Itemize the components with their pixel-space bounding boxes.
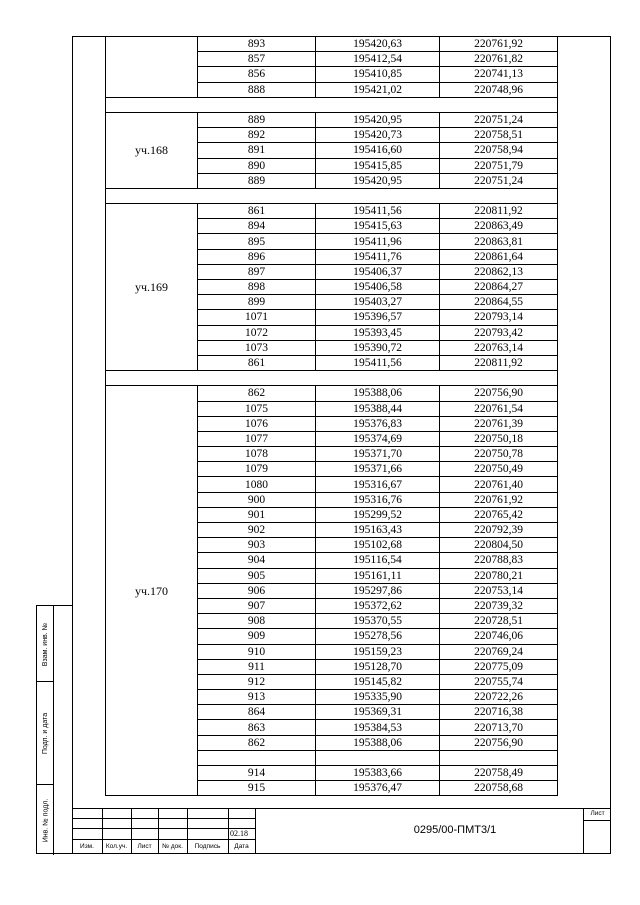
coord-x: 195393,45 <box>316 325 440 340</box>
point-number: 1079 <box>198 462 316 477</box>
separator-row <box>106 371 558 386</box>
point-number: 891 <box>198 143 316 158</box>
col-ndoc: № док. <box>162 843 183 850</box>
coord-y: 220863,81 <box>440 234 558 249</box>
coord-y: 220761,92 <box>440 37 558 52</box>
coord-x: 195390,72 <box>316 340 440 355</box>
title-block <box>72 808 611 854</box>
point-number: 903 <box>198 538 316 553</box>
coord-y: 220793,42 <box>440 325 558 340</box>
coord-x: 195406,58 <box>316 280 440 295</box>
coord-y: 220722,26 <box>440 690 558 705</box>
coord-y: 220716,38 <box>440 705 558 720</box>
point-number <box>198 750 316 765</box>
point-number: 896 <box>198 249 316 264</box>
coord-x: 195159,23 <box>316 644 440 659</box>
col-podpis: Подпись <box>194 843 221 850</box>
separator-cell <box>106 371 558 386</box>
separator-cell <box>106 97 558 112</box>
coord-y: 220750,78 <box>440 447 558 462</box>
coord-x: 195420,73 <box>316 128 440 143</box>
coord-x: 195388,06 <box>316 735 440 750</box>
site-label: уч.170 <box>106 386 198 796</box>
site-label <box>106 37 198 98</box>
point-number: 893 <box>198 37 316 52</box>
coord-y: 220862,13 <box>440 264 558 279</box>
coord-x: 195297,86 <box>316 583 440 598</box>
coord-x: 195145,82 <box>316 674 440 689</box>
coord-x: 195410,85 <box>316 67 440 82</box>
table-row <box>106 204 558 219</box>
point-number: 904 <box>198 553 316 568</box>
point-number: 1073 <box>198 340 316 355</box>
stamp-date-value: 02.18 <box>230 829 248 838</box>
coord-x: 195371,70 <box>316 447 440 462</box>
separator-row <box>106 97 558 112</box>
point-number: 905 <box>198 568 316 583</box>
stamp-top-line <box>72 808 611 809</box>
point-number: 1078 <box>198 447 316 462</box>
coord-y: 220761,92 <box>440 492 558 507</box>
point-number: 888 <box>198 82 316 97</box>
coord-x: 195411,76 <box>316 249 440 264</box>
coord-y: 220804,50 <box>440 538 558 553</box>
coord-y: 220758,68 <box>440 781 558 796</box>
coord-y: 220751,24 <box>440 173 558 188</box>
coord-x: 195374,69 <box>316 431 440 446</box>
point-number: 907 <box>198 598 316 613</box>
point-number: 900 <box>198 492 316 507</box>
coord-y: 220811,92 <box>440 355 558 370</box>
coord-y: 220793,14 <box>440 310 558 325</box>
coord-y: 220713,70 <box>440 720 558 735</box>
coord-y: 220748,96 <box>440 82 558 97</box>
coord-y <box>440 750 558 765</box>
coord-x: 195163,43 <box>316 523 440 538</box>
coord-y: 220758,49 <box>440 766 558 781</box>
coord-x: 195116,54 <box>316 553 440 568</box>
col-kolvo: Кол.уч. <box>105 843 128 850</box>
coord-x: 195420,95 <box>316 112 440 127</box>
side-stamp <box>36 605 72 854</box>
table-row <box>106 112 558 127</box>
coord-x: 195388,44 <box>316 401 440 416</box>
coord-y: 220769,24 <box>440 644 558 659</box>
point-number: 1077 <box>198 431 316 446</box>
stamp-vline-6 <box>255 808 256 854</box>
point-number: 912 <box>198 674 316 689</box>
point-number: 1076 <box>198 416 316 431</box>
point-number: 911 <box>198 659 316 674</box>
coord-x: 195415,63 <box>316 219 440 234</box>
coord-x: 195421,02 <box>316 82 440 97</box>
coord-x: 195376,83 <box>316 416 440 431</box>
coord-x: 195411,56 <box>316 204 440 219</box>
point-number: 902 <box>198 523 316 538</box>
sidebar-label-inv <box>37 785 54 855</box>
coord-y: 220765,42 <box>440 507 558 522</box>
coord-x: 195415,85 <box>316 158 440 173</box>
coord-x: 195420,95 <box>316 173 440 188</box>
coord-x: 195369,31 <box>316 705 440 720</box>
coord-x: 195403,27 <box>316 295 440 310</box>
point-number: 1080 <box>198 477 316 492</box>
point-number: 909 <box>198 629 316 644</box>
coord-y: 220753,14 <box>440 583 558 598</box>
site-label: уч.169 <box>106 204 198 371</box>
coord-x: 195411,56 <box>316 355 440 370</box>
coord-x: 195412,54 <box>316 52 440 67</box>
inv-text: Инв. № подл. <box>42 798 50 842</box>
sidebar-label-vzam <box>37 606 54 682</box>
coord-y: 220761,54 <box>440 401 558 416</box>
coord-y: 220756,90 <box>440 386 558 401</box>
coord-y: 220792,39 <box>440 523 558 538</box>
sidebar-label-podp <box>37 682 54 785</box>
doc-code: 0295/00-ПМТ3/1 <box>413 824 497 836</box>
coord-y: 220811,92 <box>440 204 558 219</box>
point-number: 1072 <box>198 325 316 340</box>
coord-x <box>316 750 440 765</box>
coord-x: 195388,06 <box>316 386 440 401</box>
point-number: 895 <box>198 234 316 249</box>
point-number: 857 <box>198 52 316 67</box>
coord-x: 195316,67 <box>316 477 440 492</box>
coord-y: 220728,51 <box>440 614 558 629</box>
coord-x: 195383,66 <box>316 766 440 781</box>
separator-row <box>106 188 558 203</box>
coord-y: 220761,82 <box>440 52 558 67</box>
podp-text: Подп. и дата <box>42 712 50 755</box>
point-number: 901 <box>198 507 316 522</box>
point-number: 890 <box>198 158 316 173</box>
coord-y: 220861,64 <box>440 249 558 264</box>
point-number: 889 <box>198 173 316 188</box>
coordinates-table <box>105 36 558 796</box>
point-number: 915 <box>198 781 316 796</box>
table-row <box>106 386 558 401</box>
point-number: 1075 <box>198 401 316 416</box>
point-number: 894 <box>198 219 316 234</box>
coord-x: 195406,37 <box>316 264 440 279</box>
point-number: 856 <box>198 67 316 82</box>
coord-y: 220739,32 <box>440 598 558 613</box>
site-label: уч.168 <box>106 112 198 188</box>
coord-x: 195376,47 <box>316 781 440 796</box>
coord-y: 220788,83 <box>440 553 558 568</box>
coord-x: 195128,70 <box>316 659 440 674</box>
col-izm: Изм. <box>80 843 94 850</box>
coord-x: 195371,66 <box>316 462 440 477</box>
coord-x: 195384,53 <box>316 720 440 735</box>
coord-y: 220758,51 <box>440 128 558 143</box>
coord-y: 220864,55 <box>440 295 558 310</box>
point-number: 861 <box>198 204 316 219</box>
coord-x: 195316,76 <box>316 492 440 507</box>
point-number: 862 <box>198 735 316 750</box>
coord-y: 220763,14 <box>440 340 558 355</box>
coord-x: 195161,11 <box>316 568 440 583</box>
stamp-sheet-line <box>583 820 611 821</box>
point-number: 1071 <box>198 310 316 325</box>
coord-x: 195420,63 <box>316 37 440 52</box>
coord-y: 220750,49 <box>440 462 558 477</box>
coord-y: 220761,40 <box>440 477 558 492</box>
table-row <box>106 37 558 52</box>
coord-y: 220751,24 <box>440 112 558 127</box>
point-number: 862 <box>198 386 316 401</box>
point-number: 914 <box>198 766 316 781</box>
coord-y: 220863,49 <box>440 219 558 234</box>
coord-y: 220756,90 <box>440 735 558 750</box>
coord-y: 220761,39 <box>440 416 558 431</box>
sheet-label: Лист <box>590 810 605 817</box>
point-number: 864 <box>198 705 316 720</box>
col-data: Дата <box>234 843 249 850</box>
point-number: 892 <box>198 128 316 143</box>
coord-x: 195416,60 <box>316 143 440 158</box>
point-number: 897 <box>198 264 316 279</box>
coord-y: 220758,94 <box>440 143 558 158</box>
coord-y: 220750,18 <box>440 431 558 446</box>
coord-y: 220864,27 <box>440 280 558 295</box>
point-number: 863 <box>198 720 316 735</box>
coord-y: 220741,13 <box>440 67 558 82</box>
coord-x: 195370,55 <box>316 614 440 629</box>
point-number: 898 <box>198 280 316 295</box>
coord-y: 220780,21 <box>440 568 558 583</box>
coord-x: 195411,96 <box>316 234 440 249</box>
point-number: 908 <box>198 614 316 629</box>
coord-x: 195372,62 <box>316 598 440 613</box>
coord-y: 220775,09 <box>440 659 558 674</box>
coord-y: 220755,74 <box>440 674 558 689</box>
coord-x: 195396,57 <box>316 310 440 325</box>
point-number: 899 <box>198 295 316 310</box>
point-number: 889 <box>198 112 316 127</box>
coord-x: 195335,90 <box>316 690 440 705</box>
point-number: 910 <box>198 644 316 659</box>
coord-y: 220751,79 <box>440 158 558 173</box>
coord-x: 195299,52 <box>316 507 440 522</box>
point-number: 913 <box>198 690 316 705</box>
coord-x: 195102,68 <box>316 538 440 553</box>
coord-y: 220746,06 <box>440 629 558 644</box>
point-number: 861 <box>198 355 316 370</box>
separator-cell <box>106 188 558 203</box>
coord-x: 195278,56 <box>316 629 440 644</box>
col-list: Лист <box>137 843 152 850</box>
point-number: 906 <box>198 583 316 598</box>
vzam-text: Взам. инв. № <box>42 622 49 666</box>
